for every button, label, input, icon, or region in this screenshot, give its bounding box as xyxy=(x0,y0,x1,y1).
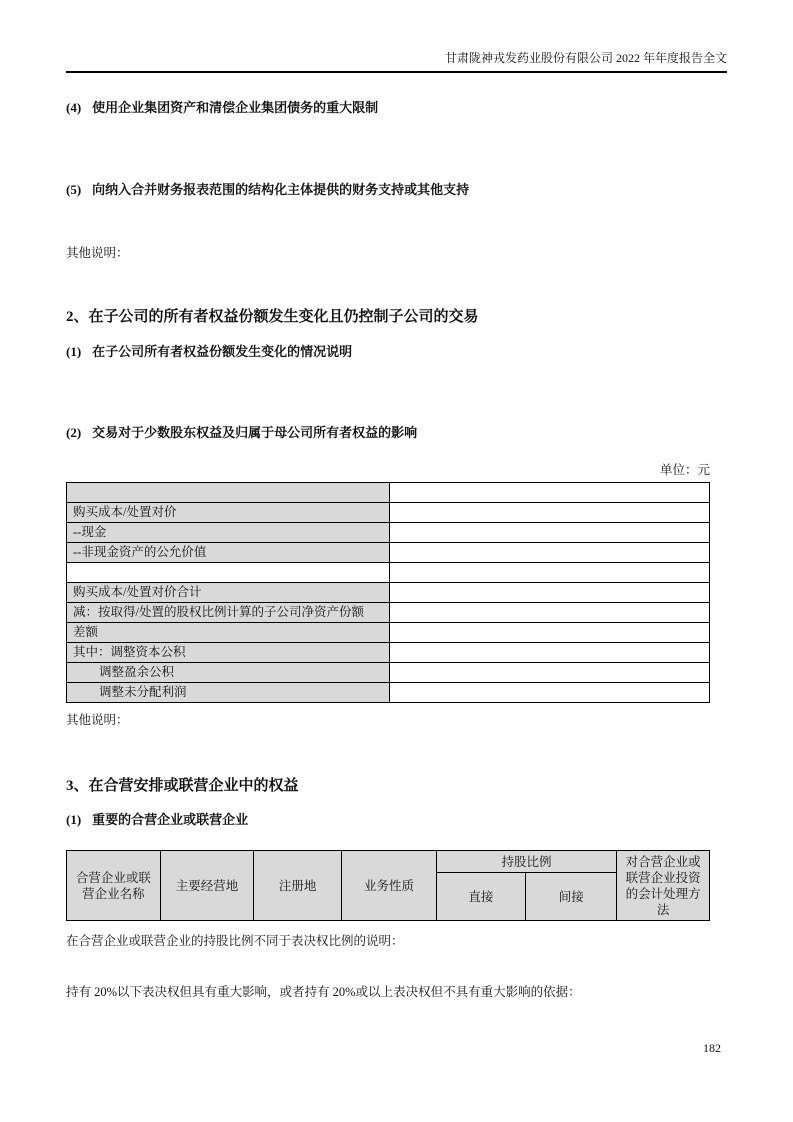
heading-item-5-number: (5) xyxy=(66,182,82,197)
col-header-business: 业务性质 xyxy=(342,851,437,921)
row-value xyxy=(389,503,709,523)
row-label: 调整未分配利润 xyxy=(67,683,390,703)
col-header-place: 主要经营地 xyxy=(160,851,253,921)
report-title: 甘肃陇神戎发药业股份有限公司 2022 年年度报告全文 xyxy=(444,51,727,65)
heading-joint-1-number: (1) xyxy=(66,812,82,827)
row-label: --非现金资产的公允价值 xyxy=(67,543,390,563)
heading-change-2 xyxy=(66,424,727,441)
other-note-1: 其他说明： xyxy=(66,246,129,260)
row-value xyxy=(389,523,709,543)
col-header-name: 合营企业或联营企业名称 xyxy=(67,851,161,921)
header-rule xyxy=(66,71,727,73)
row-value xyxy=(389,663,709,683)
note-20-percent: 持有 20%以下表决权但具有重大影响，或者持有 20%或以上表决权但不具有重大影响的依据： xyxy=(66,985,581,999)
heading-item-5 xyxy=(66,181,727,198)
row-label: 调整盈余公积 xyxy=(67,663,390,683)
row-value xyxy=(389,643,709,663)
col-header-accounting-method: 对合营企业或联营企业投资的会计处理方法 xyxy=(617,851,710,921)
page-number: 182 xyxy=(703,1041,721,1055)
row-label: 购买成本/处置对价 xyxy=(67,503,390,523)
other-note-2: 其他说明： xyxy=(66,713,129,727)
col-header-indirect: 间接 xyxy=(526,873,617,921)
table-row xyxy=(67,623,710,643)
table-row xyxy=(67,563,710,583)
heading-item-4-title: 使用企业集团资产和清偿企业集团债务的重大限制 xyxy=(92,100,379,115)
row-value xyxy=(389,483,709,503)
table-row xyxy=(67,643,710,663)
row-label: 其中：调整资本公积 xyxy=(67,643,390,663)
note-voting-ratio: 在合营企业或联营企业的持股比例不同于表决权比例的说明： xyxy=(66,934,404,948)
row-value xyxy=(389,623,709,643)
row-value xyxy=(389,583,709,603)
row-label xyxy=(67,563,390,583)
heading-section-2: 2、在子公司的所有者权益份额发生变化且仍控制子公司的交易 xyxy=(66,309,479,325)
row-value xyxy=(389,683,709,703)
table-row xyxy=(67,603,710,623)
heading-change-2-number: (2) xyxy=(66,425,82,440)
row-label: --现金 xyxy=(67,523,390,543)
row-value xyxy=(389,603,709,623)
col-header-holding-ratio: 持股比例 xyxy=(436,851,617,873)
table-header-row xyxy=(67,851,710,873)
joint-venture-table xyxy=(66,850,710,921)
row-label xyxy=(67,483,390,503)
col-header-registration: 注册地 xyxy=(254,851,342,921)
col-header-direct: 直接 xyxy=(436,873,525,921)
row-label: 差额 xyxy=(67,623,390,643)
page-header xyxy=(66,0,727,66)
heading-joint-1 xyxy=(66,811,727,828)
heading-change-1 xyxy=(66,343,727,360)
heading-joint-1-title: 重要的合营企业或联营企业 xyxy=(92,812,249,827)
row-value xyxy=(389,563,709,583)
heading-item-4-number: (4) xyxy=(66,100,82,115)
heading-section-3: 3、在合营安排或联营企业中的权益 xyxy=(66,778,299,794)
heading-item-5-title: 向纳入合并财务报表范围的结构化主体提供的财务支持或其他支持 xyxy=(92,182,470,197)
table-row xyxy=(67,683,710,703)
table-row xyxy=(67,663,710,683)
table-row xyxy=(67,503,710,523)
row-label: 减：按取得/处置的股权比例计算的子公司净资产份额 xyxy=(67,603,390,623)
heading-item-4 xyxy=(66,99,727,116)
table-row xyxy=(67,483,710,503)
heading-change-1-number: (1) xyxy=(66,344,82,359)
heading-change-2-title: 交易对于少数股东权益及归属于母公司所有者权益的影响 xyxy=(92,425,418,440)
table-row xyxy=(67,543,710,563)
row-label: 购买成本/处置对价合计 xyxy=(67,583,390,603)
row-value xyxy=(389,543,709,563)
equity-effect-table xyxy=(66,482,710,703)
table-row xyxy=(67,523,710,543)
heading-change-1-title: 在子公司所有者权益份额发生变化的情况说明 xyxy=(92,344,353,359)
table-row xyxy=(67,583,710,603)
unit-label: 单位：元 xyxy=(659,463,710,477)
